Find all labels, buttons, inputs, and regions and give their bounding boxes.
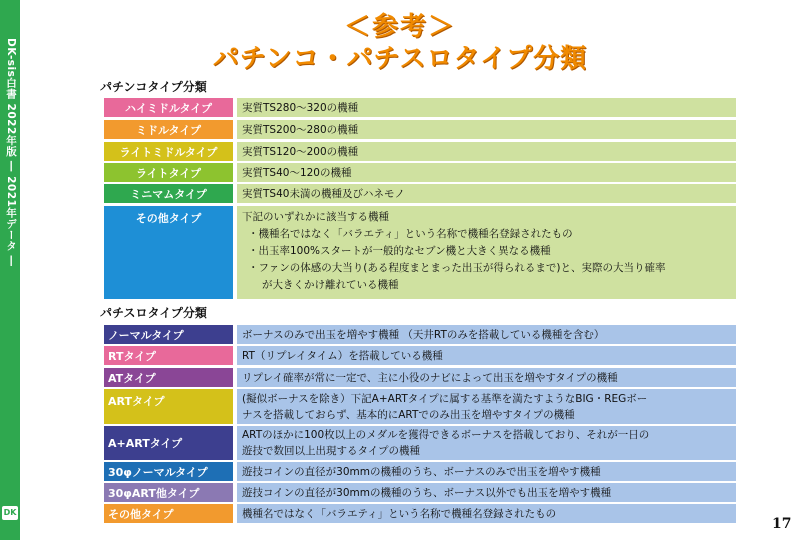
type-description: 実質TS120～200の機種 (237, 142, 736, 161)
type-description (237, 462, 736, 481)
page-title: パチンコ・パチスロタイプ分類 (212, 44, 588, 74)
pachinko-row-high-middle (104, 98, 736, 117)
type-label: RTタイプ (104, 346, 233, 365)
desc-line: 遊技コインの直径が30mmの機種のうち、ボーナス以外でも出玉を増やす機種 (242, 486, 612, 499)
type-description (237, 483, 736, 502)
type-label: その他タイプ (104, 206, 233, 299)
type-label: ライトタイプ (104, 163, 233, 182)
desc-line: ナスを搭載しておらず、基本的にARTでのみ出玉を増やすタイプの機種 (242, 408, 575, 421)
page-title-reference: ＜参考＞ (343, 12, 456, 42)
pachinko-row-light-middle (104, 142, 736, 161)
other-intro: 下記のいずれかに該当する機種 (242, 211, 389, 223)
type-description (237, 368, 736, 387)
sidebar (0, 0, 20, 540)
type-label: ライトミドルタイプ (104, 142, 233, 161)
type-description (237, 389, 736, 424)
pachinko-row-middle (104, 120, 736, 139)
pachinko-row-minimum (104, 184, 736, 203)
pachinko-row-other (104, 206, 736, 299)
pachislot-row-normal (104, 325, 736, 344)
desc-line: 遊技で数回以上出現するタイプの機種 (242, 445, 420, 457)
desc-line: ARTのほかに100枚以上のメダルを獲得できるボーナスを搭載しており、それが一日の (242, 429, 650, 441)
type-description: 実質TS40～120の機種 (237, 163, 736, 182)
pachislot-row-rt (104, 346, 736, 365)
desc-line: RT（リプレイタイム）を搭載している機種 (242, 349, 443, 362)
type-description (237, 346, 736, 365)
type-description (237, 206, 736, 299)
pachislot-row-30phi-art (104, 483, 736, 502)
type-description (237, 325, 736, 344)
pachislot-row-art (104, 389, 736, 424)
type-description (237, 426, 736, 460)
type-label: ノーマルタイプ (104, 325, 233, 344)
type-label: ミニマムタイプ (104, 184, 233, 203)
pachinko-row-light (104, 163, 736, 182)
sidebar-title: DK-sis白書 2022年版 ― 2021年データ ― (5, 38, 17, 267)
other-bullet: ・ファンの体感の大当り(ある程度まとまった出玉が得られるまで)と、実際の大当り確率 (248, 262, 666, 274)
type-label: その他タイプ (104, 504, 233, 523)
other-bullet: ・機種名ではなく「バラエティ」という名称で機種名登録されたもの (248, 228, 573, 240)
type-label: ミドルタイプ (104, 120, 233, 139)
type-label: ハイミドルタイプ (104, 98, 233, 117)
type-description: 実質TS280～320の機種 (237, 98, 736, 117)
pachislot-row-other (104, 504, 736, 523)
pachislot-heading: パチスロタイプ分類 (100, 306, 207, 320)
pachislot-row-30phi-normal (104, 462, 736, 481)
desc-line: 機種名ではなく「バラエティ」という名称で機種名登録されたもの (242, 507, 557, 520)
type-description: 実質TS40未満の機種及びハネモノ (237, 184, 736, 203)
desc-line: (擬似ボーナスを除き）下記A+ARTタイプに属する基準を満たすようなBIG・REGボー (242, 392, 648, 405)
page-number: 17 (772, 516, 792, 532)
desc-line: 遊技コインの直径が30mmの機種のうち、ボーナスのみで出玉を増やす機種 (242, 465, 601, 478)
desc-line: リプレイ確率が常に一定で、主に小役のナビによって出玉を増やすタイプの機種 (242, 371, 618, 384)
other-bullet-continuation: が大きくかけ離れている機種 (262, 279, 399, 291)
type-label: 30φART他タイプ (104, 483, 233, 502)
type-label: ATタイプ (104, 368, 233, 387)
type-label: ARTタイプ (104, 389, 233, 424)
other-bullet: ・出玉率100%スタートが一般的なセブン機と大きく異なる機種 (248, 245, 551, 257)
type-label: A+ARTタイプ (104, 426, 233, 460)
pachislot-row-at (104, 368, 736, 387)
pachinko-heading: パチンコタイプ分類 (100, 80, 207, 94)
type-description (237, 504, 736, 523)
dk-logo: DK (2, 506, 18, 520)
desc-line: ボーナスのみで出玉を増やす機種 （天井RTのみを搭載している機種を含む） (242, 328, 605, 341)
type-description: 実質TS200～280の機種 (237, 120, 736, 139)
pachislot-row-a-art (104, 426, 736, 460)
type-label: 30φノーマルタイプ (104, 462, 233, 481)
